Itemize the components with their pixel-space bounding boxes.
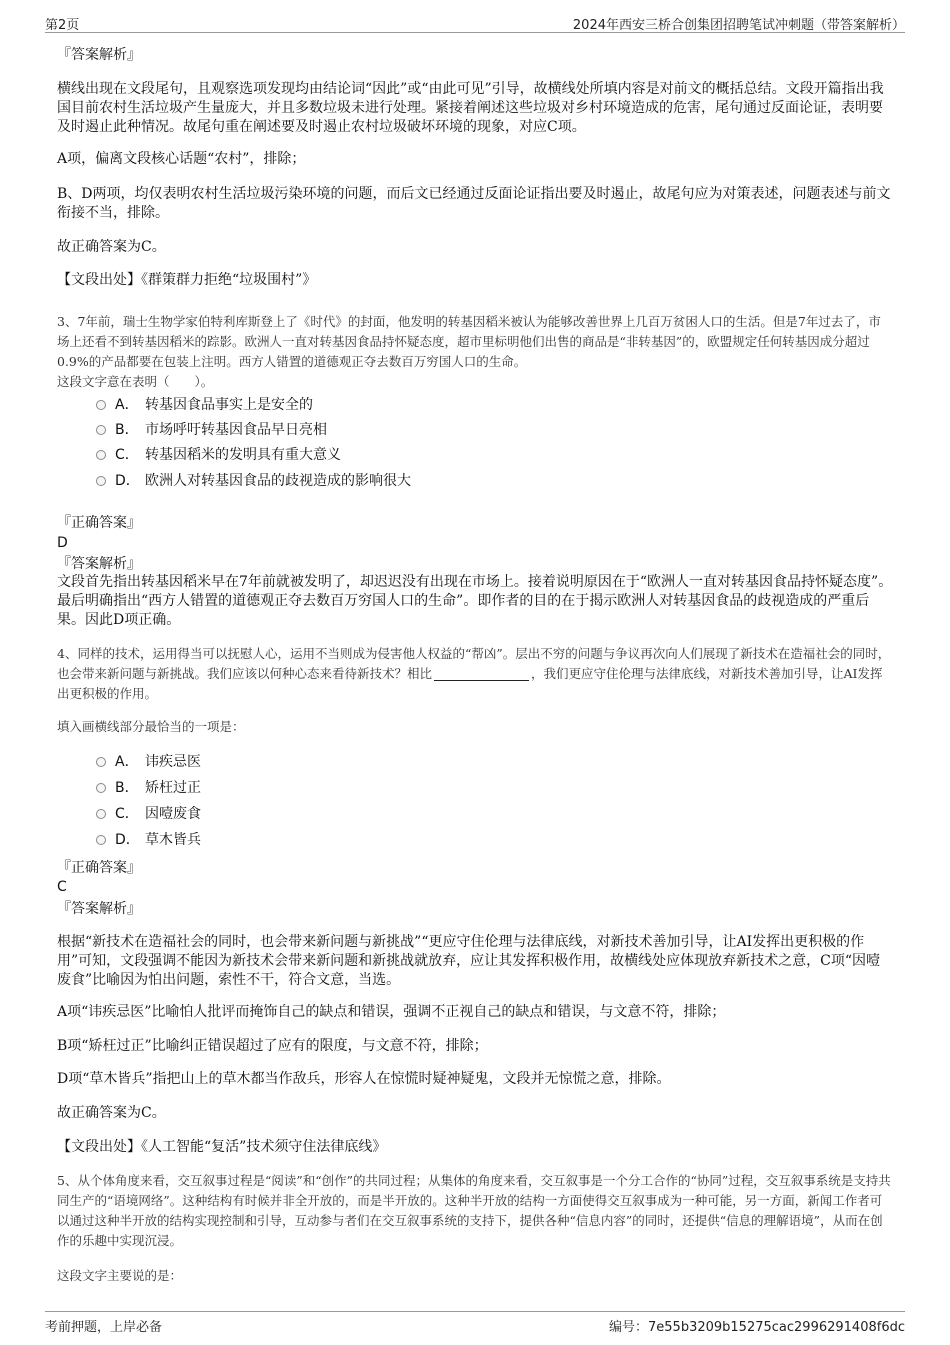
page-header bbox=[45, 10, 905, 33]
prev-explain-label: 『答案解析』 bbox=[57, 47, 141, 63]
q3-stem: 3、7年前，瑞士生物学家伯特利库斯登上了《时代》的封面，他发明的转基因稻米被认为能够改善世界上几百万贫困人口的生活。但是7年过去了，市场上还看不到转基因稻米的踪影。欧洲人一直对转基因食品持怀疑态度，超市里标明他们出售的商品是“非转基因”的，欧盟规定任何转基因成分超过0.9%的产品都要在包装上注明。西方人错置的道德观正夺去数百万穷国人口的生命。 bbox=[57, 314, 881, 369]
radio-icon[interactable] bbox=[96, 835, 106, 845]
q5-stem: 5、从个体角度来看，交互叙事过程是“阅读”和“创作”的共同过程；从集体的角度来看，交互叙事是一个分工合作的“协同”过程，交互叙事系统是支持共同生产的“语境网络”。这种结构有时候并非全开放的，而是半开放的。这种半开放的结构一方面使得交互叙事成为一种可能，另一方面，新闻工作者可以通过这种半开放的结构实现控制和引导，互动参与者们在交互叙事系统的支持下，提供各种“信息内容”的同时，还提供“信息的理解语境”，从而在创作的乐趣中实现沉浸。 bbox=[57, 1173, 891, 1248]
q4-answer-label: 『正确答案』 bbox=[57, 860, 141, 876]
q3-ask: 这段文字意在表明（ ）。 bbox=[57, 374, 214, 389]
prev-explain-p1: 横线出现在文段尾句，且观察选项发现均由结论词“因此”或“由此可见”引导，故横线处所填内容是对前文的概括总结。文段开篇指出我国目前农村生活垃圾产生量庞大，并且多数垃圾未进行处理。紧接着阐述这些垃圾对乡村环境造成的危害，尾句通过反面论证，表明要及时遏止此种情况。故尾句重在阐述要及时遏止农村垃圾破坏环境的现象，对应C项。 bbox=[57, 81, 884, 135]
prev-explain-p2: A项，偏离文段核心话题“农村”，排除； bbox=[57, 151, 306, 167]
q3-explain: 文段首先指出转基因稻米早在7年前就被发明了，却迟迟没有出现在市场上。接着说明原因在于“欧洲人一直对转基因食品持怀疑态度”。最后明确指出“西方人错置的道德观正夺去数百万穷国人口的生命”。即作者的目的在于揭示欧洲人对转基因食品的歧视造成的严重后果。因此D项正确。 bbox=[57, 574, 893, 628]
q3-option-a[interactable]: A． 转基因食品事实上是安全的 bbox=[96, 394, 313, 416]
radio-icon[interactable] bbox=[96, 757, 106, 767]
prev-source: 【文段出处】《群策群力拒绝“垃圾围村”》 bbox=[57, 272, 317, 288]
q3-option-b[interactable]: B． 市场呼吁转基因食品早日亮相 bbox=[96, 419, 327, 441]
q4-stem: 4、同样的技术，运用得当可以抚慰人心，运用不当则成为侵害他人权益的“帮凶”。层出不穷的问题与争议再次向人们展现了新技术在造福社会的同时，也会带来新问题与新挑战。我们应该以何种心态来看待新技术？相比 ，我们更应守住伦理与法律底线，对新技术善加引导，让AI发挥出更积极的作用。 bbox=[57, 646, 891, 701]
prev-explain-p4: 故正确答案为C。 bbox=[57, 239, 166, 255]
q3-answer-label: 『正确答案』 bbox=[57, 515, 141, 531]
q3-option-d[interactable]: D． 欧洲人对转基因食品的歧视造成的影响很大 bbox=[96, 470, 411, 492]
fill-blank-line[interactable] bbox=[434, 666, 529, 681]
q5-ask: 这段文字主要说的是： bbox=[57, 1268, 183, 1283]
footer-slogan: 考前押题，上岸必备 bbox=[45, 1320, 163, 1335]
q4-option-d[interactable]: D． 草木皆兵 bbox=[96, 829, 201, 851]
document-code: 编号：7e55b3209b15275cac2996291408f6dc bbox=[609, 1320, 905, 1335]
q4-explain-p5: 故正确答案为C。 bbox=[57, 1105, 166, 1121]
q4-explain-p4: D项“草木皆兵”指把山上的草木都当作敌兵，形容人在惊慌时疑神疑鬼，文段并无惊慌之意，排除。 bbox=[57, 1071, 671, 1087]
q3-answer: D bbox=[57, 535, 68, 551]
prev-explain-p3: B、D两项，均仅表明农村生活垃圾污染环境的问题，而后文已经通过反面论证指出要及时遏止，故尾句应为对策表述，问题表述与前文衔接不当，排除。 bbox=[57, 186, 891, 221]
q3-option-c[interactable]: C． 转基因稻米的发明具有重大意义 bbox=[96, 444, 341, 466]
radio-icon[interactable] bbox=[96, 400, 106, 410]
q4-explain-label: 『答案解析』 bbox=[57, 901, 141, 917]
q4-ask: 填入画横线部分最恰当的一项是： bbox=[57, 719, 245, 734]
page-footer bbox=[45, 1311, 905, 1338]
radio-icon[interactable] bbox=[96, 450, 106, 460]
document-title: 2024年西安三桥合创集团招聘笔试冲刺题（带答案解析） bbox=[572, 18, 905, 33]
q4-option-a[interactable]: A． 讳疾忌医 bbox=[96, 751, 201, 773]
q4-answer: C bbox=[57, 879, 67, 895]
q4-explain-p2: A项“讳疾忌医”比喻怕人批评而掩饰自己的缺点和错误，强调不正视自己的缺点和错误，与文意不符，排除； bbox=[57, 1004, 726, 1020]
q4-option-c[interactable]: C． 因噎废食 bbox=[96, 803, 201, 825]
page-number: 第2页 bbox=[45, 18, 80, 33]
q3-explain-label: 『答案解析』 bbox=[57, 556, 141, 572]
radio-icon[interactable] bbox=[96, 425, 106, 435]
q4-option-b[interactable]: B． 矫枉过正 bbox=[96, 777, 201, 799]
radio-icon[interactable] bbox=[96, 783, 106, 793]
q4-explain-p3: B项“矫枉过正”比喻纠正错误超过了应有的限度，与文意不符，排除； bbox=[57, 1038, 488, 1054]
radio-icon[interactable] bbox=[96, 809, 106, 819]
q4-source: 【文段出处】《人工智能“复活”技术须守住法律底线》 bbox=[57, 1139, 387, 1155]
q4-explain-p1: 根据“新技术在造福社会的同时，也会带来新问题与新挑战”“更应守住伦理与法律底线，对新技术善加引导，让AI发挥出更积极的作用”可知，文段强调不能因为新技术会带来新问题和新挑战就放弃，应让其发挥积极作用，故横线处应体现放弃新技术之意，C项“因噎废食”比喻因为怕出问题，索性不干，符合文意，当选。 bbox=[57, 934, 881, 988]
radio-icon[interactable] bbox=[96, 476, 106, 486]
